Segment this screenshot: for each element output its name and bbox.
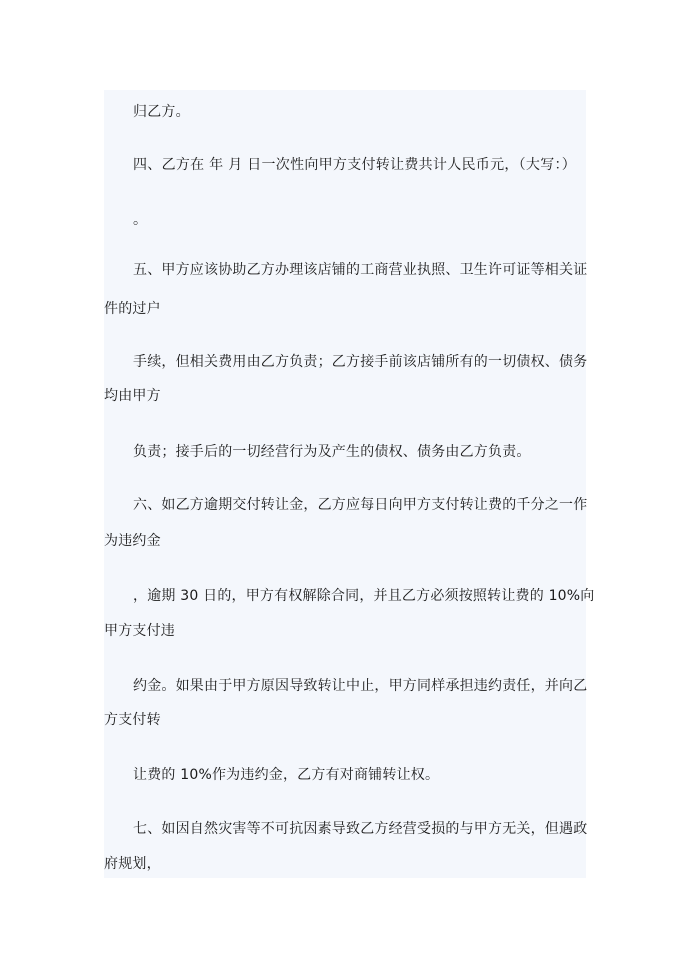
text-line-clause-5-wrap: 件的过户 [104, 301, 161, 317]
text-line-clause-6-end: 让费的 10%作为违约金，乙方有对商铺转让权。 [133, 767, 440, 783]
text-line-clause-4: 四、乙方在 年 月 日一次性向甲方支付转让费共计人民币元，（大写：） [133, 157, 576, 173]
text-line-clause-7: 七、如因自然灾害等不可抗因素导致乙方经营受损的与甲方无关，但遇政 [133, 821, 588, 837]
text-line-clause-6: 六、如乙方逾期交付转让金，乙方应每日向甲方支付转让费的千分之一作 [133, 497, 588, 513]
document-page-block [104, 90, 595, 878]
text-line-clause-6-cont2-wrap: 方支付转 [104, 712, 161, 728]
text-line-clause-6-cont: ，逾期 30 日的，甲方有权解除合同，并且乙方必须按照转让费的 10%向 [133, 588, 595, 604]
text-line-clause-6-cont-wrap: 甲方支付违 [104, 623, 175, 639]
text-line-clause-5-cont: 手续，但相关费用由乙方负责；乙方接手前该店铺所有的一切债权、债务 [133, 354, 588, 370]
text-line-clause-5-end: 负责；接手后的一切经营行为及产生的债权、债务由乙方负责。 [133, 444, 531, 460]
text-line-clause-6-wrap: 为违约金 [104, 533, 161, 549]
text-line-clause-6-cont2: 约金。如果由于甲方原因导致转让中止，甲方同样承担违约责任，并向乙 [133, 678, 588, 694]
text-line-clause-7-wrap: 府规划， [104, 856, 161, 872]
text-line-clause-5-cont-wrap: 均由甲方 [104, 388, 161, 404]
text-line-clause-3-end: 归乙方。 [133, 104, 190, 120]
text-line-clause-4-end: 。 [133, 212, 148, 228]
text-line-clause-5: 五、甲方应该协助乙方办理该店铺的工商营业执照、卫生许可证等相关证 [133, 262, 588, 278]
